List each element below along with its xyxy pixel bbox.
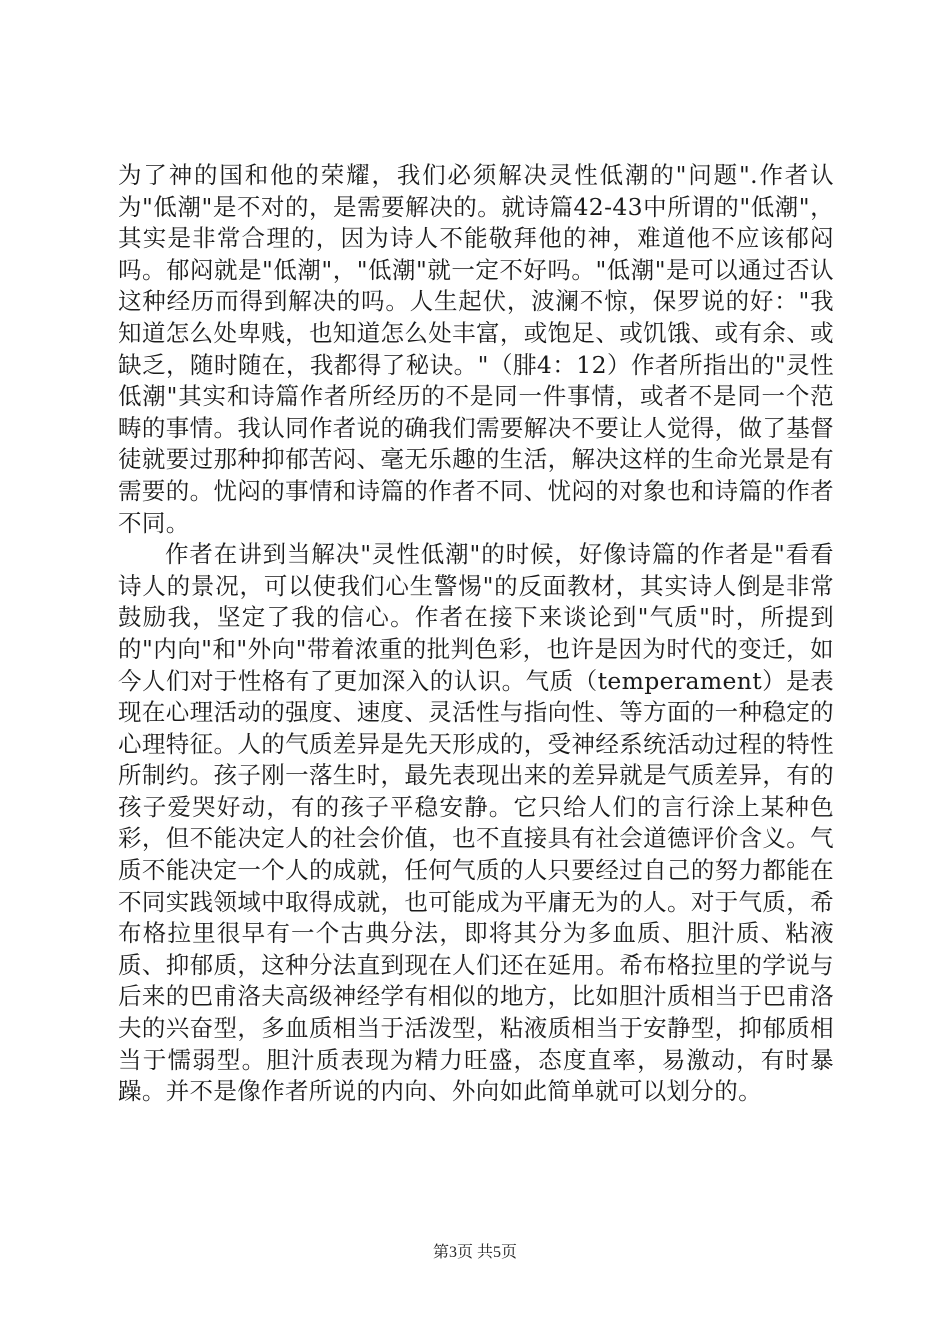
page-footer: 第3页 共5页 [432,1244,517,1261]
paragraph-2: 作者在讲到当解决"灵性低潮"的时候，好像诗篇的作者是"看看诗人的景况，可以使我们心生警惕"的反面教材，其实诗人倒是非常鼓励我，坚定了我的信心。作者在接下来谈论到"气质"时，所提到的"内向"和"外向"带着浓重的批判色彩，也许是因为时代的变迁，如今人们对于性格有了更加深入的认识。气质（temperament）是表现在心理活动的强度、速度、灵活性与指向性、等方面的一种稳定的心理特征。人的气质差异是先天形成的，受神经系统活动过程的特性所制约。孩子刚一落生时，最先表现出来的差异就是气质差异，有的孩子爱哭好动，有的孩子平稳安静。它只给人们的言行涂上某种色彩，但不能决定人的社会价值，也不直接具有社会道德评价含义。气质不能决定一个人的成就，任何气质的人只要经过自己的努力都能在不同实践领域中取得成就，也可能成为平庸无为的人。对于气质，希布格拉里很早有一个古典分法，即将其分为多血质、胆汁质、粘液质、抑郁质，这种分法直到现在人们还在延用。希布格拉里的学说与后来的巴甫洛夫高级神经学有相似的地方，比如胆汁质相当于巴甫洛夫的兴奋型，多血质相当于活泼型，粘液质相当于安静型，抑郁质相当于懦弱型。胆汁质表现为精力旺盛，态度直率，易激动，有时暴躁。并不是像作者所说的内向、外向如此简单就可以划分的。 [118,540,834,1106]
document-body [118,160,834,1108]
paragraph-1: 为了神的国和他的荣耀，我们必须解决灵性低潮的"问题".作者认为"低潮"是不对的，是需要解决的。就诗篇42-43中所谓的"低潮"，其实是非常合理的，因为诗人不能敬拜他的神，难道他不应该郁闷吗。郁闷就是"低潮"，"低潮"就一定不好吗。"低潮"是可以通过否认这种经历而得到解决的吗。人生起伏，波澜不惊，保罗说的好："我知道怎么处卑贱，也知道怎么处丰富，或饱足、或饥饿、或有余、或缺乏，随时随在，我都得了秘诀。"（腓4：12）作者所指出的"灵性低潮"其实和诗篇作者所经历的不是同一件事情，或者不是同一个范畴的事情。我认同作者说的确我们需要解决不要让人觉得，做了基督徒就要过那种抑郁苦闷、毫无乐趣的生活，解决这样的生命光景是有需要的。忧闷的事情和诗篇的作者不同、忧闷的对象也和诗篇的作者不同。 [118,161,834,537]
